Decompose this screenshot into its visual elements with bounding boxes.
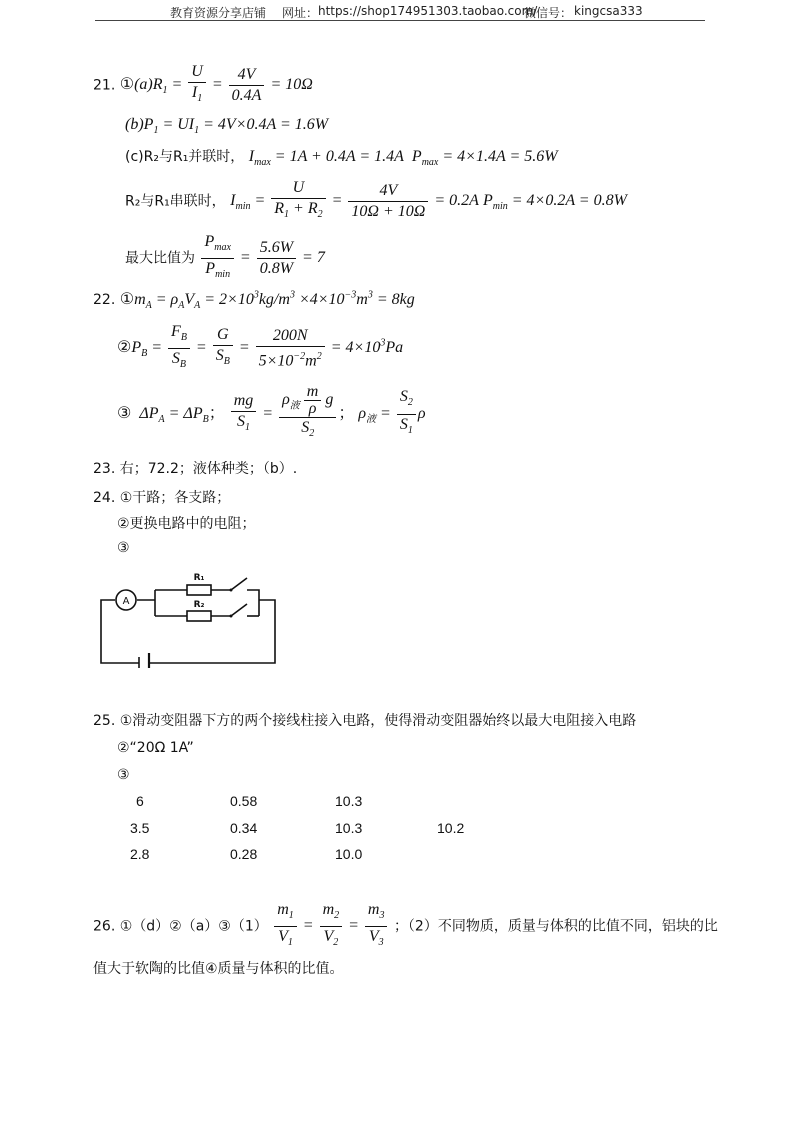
ammeter-label: A [122,596,130,607]
q22-line-b: $②P_B$ = $\frac{F_B}{S_B}$ = $\frac{G}{S_B}$ = $\frac{200N}{5\times 10^{-2}m^2}$ = $4\times 10^3Pa$ [117,323,404,371]
q25-line3: ③ [117,767,130,783]
table-cell: 6 [136,793,144,809]
resistor-r1-label: R₁ [193,573,205,583]
table-cell: 3.5 [130,820,150,836]
table-cell: 10.2 [437,820,465,836]
wechat-label: 微信号： [524,6,573,20]
q21-e-text: 最大比值为 [125,250,195,267]
resistor-r2-label: R₂ [193,600,205,610]
q26-suffix: ；（2）不同物质，质量与体积的比值不同，铝块的比 [393,918,718,935]
q21-c-text: (c)R₂与R₁并联时， [125,149,245,165]
q22-line-c: ③ $\Delta P_A = \Delta P_B$； $\frac{mg}{S_1}$ = $\rho_液$ $\frac{m}{\rho}$ g $S_2$ ； $\rho_液$ = $\frac{S_2}{S_1}$ ρ [117,383,426,440]
q26-prefix: 26. ①（d）②（a）③（1） [93,918,268,935]
switch-s1-icon [230,589,233,592]
shop-url[interactable]: https://shop174951303.taobao.com/ [318,4,538,18]
url-label: 网址： [282,6,319,20]
switch-s2-icon [230,615,233,618]
table-cell: 10.3 [335,793,363,809]
table-cell: 10.3 [335,820,363,836]
circuit-diagram [95,568,285,668]
q25-line1: 25. ①滑动变阻器下方的两个接线柱接入电路，使得滑动变阻器始终以最大电阻接入电路 [93,713,637,729]
q23-line: 23. 右；72.2；液体种类；（b）. [93,461,298,477]
q21-line-e: 最大比值为 $\frac{P_{max}}{P_{min}}$ = $\frac{5.6W}{0.8W}$ = 7 [125,233,325,281]
page-header [0,0,800,24]
wechat-id: kingcsa333 [574,4,643,18]
q22-number: 22. [93,292,116,308]
shop-name: 教育资源分享店铺 [170,6,267,20]
q22-line-a: 22. $①m_A = \rho_AV_A = 2\times 10^3kg/m^3 \times 4\times 10^{-3}m^3 = 8kg$ [93,289,415,312]
q26-line2: 值大于软陶的比值④质量与体积的比值。 [93,961,344,977]
q24-line2: ②更换电路中的电阻； [117,516,256,532]
q21-line-b: $(b)P_1 = UI_1 = 4V\times 0.4A = 1.6W$ [125,116,329,137]
table-cell: 0.58 [230,793,258,809]
q25-line2: ②“20Ω 1A” [117,740,194,756]
table-cell: 0.28 [230,846,258,862]
q24-line1: 24. ①干路；各支路； [93,490,231,506]
q21-line-d: R₂与R₁串联时， $I_{min}$ = $\frac{U}{R_1 + R_2}$ = $\frac{4V}{10\Omega + 10\Omega}$ = 0.2A $P_{min} = 4\times 0.2A = 0.8W$ [125,179,627,221]
table-cell: 2.8 [130,846,150,862]
q21-line-c: (c)R₂与R₁并联时， $I_{max} = 1A + 0.4A = 1.4A$ $P_{max} = 4\times 1.4A = 5.6W$ [125,148,558,169]
q26-line1: 26. ①（d）②（a）③（1） $\frac{m_1}{V_1}$ = $\frac{m_2}{V_2}$ = $\frac{m_3}{V_3}$ ；（2）不同物质，质量与体积的比值不同，铝块的比 [93,901,718,949]
q21-number: 21. [93,77,116,94]
table-cell: 10.0 [335,846,363,862]
table-cell: 0.34 [230,820,258,836]
q21-d-text: R₂与R₁串联时， [125,193,226,210]
header-divider [95,20,705,21]
q21-line-a: 21. $①(a)R_1$ = $\frac{U}{I_1}$ = $\frac{4V}{0.4A}$ = 10Ω [93,63,313,105]
q24-line3: ③ [117,540,130,556]
